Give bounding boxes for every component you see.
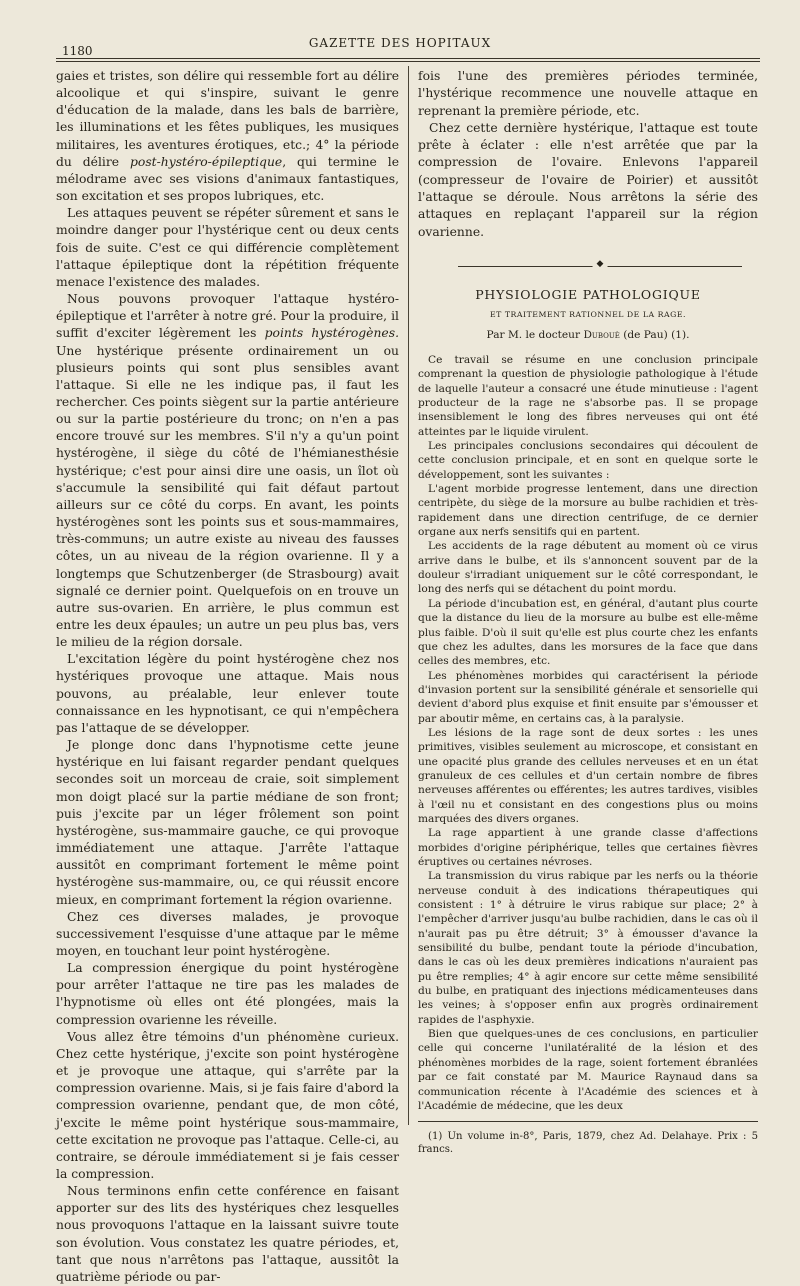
paragraph: La transmission du virus rabique par les nerfs ou la théorie nerveuse conduit à des indications thérapeutiques qui consistent : 1° à détruire le virus rabique sur place; 2° à l'empêcher d'arriver jusqu'au bulbe rachidien, dans le cas où il n'aurait pas pu être détruit; 3° à émousser d'avance la sensibilité du bulbe, pendant toute la période d'incubation, dans le cas où les deux premières indications n'auraient pas pu être remplies; 4° à agir encore sur cette même sensibilité du bulbe, en pratiquant des injections médicamenteuses dans les veines; à s'opposer enfin aux progrès ordinairement rapides de l'asphyxie. [418, 870, 758, 1026]
header-rule [56, 58, 760, 59]
left-column [56, 68, 399, 1286]
paragraph: Les lésions de la rage sont de deux sortes : les unes primitives, visibles seulement au microscope, et consistant en une opacité plus grande des cellules nerveuses et en un état granuleux de ces cellules et d'un certain nombre de fibres nerveuses afférentes ou efférentes; les autres tardives, visibles à l'œil nu et consistant en des congestions plus ou moins marquées des divers organes. [418, 726, 758, 825]
text-run: Les attaques peuvent se répéter sûrement et sans le moindre danger pour l'hystérique cent ou deux cents fois de suite. C'est ce qui différencie complètement l'attaque épileptique dont la répétition fréquente menace l'existence des malades. [56, 206, 399, 289]
paragraph: Les accidents de la rage débutent au moment où ce virus arrive dans le bulbe, et ils s'annoncent souvent par de la douleur s'irradiant uniquement sur le côté correspondant, le long des nerfs qui se détachent du point mordu. [418, 540, 758, 596]
paragraph: fois l'une des premières périodes terminée, l'hystérique recommence une nouvelle attaque en reprenant la première période, etc. [418, 69, 758, 118]
paragraph: Les phénomènes morbides qui caractérisent la période d'invasion portent sur la sensibilité générale et sensorielle qui devient d'abord plus exquise et finit ensuite par s'émousser et par aboutir même, en certains cas, à la paralysie. [418, 669, 758, 725]
paragraph: La période d'incubation est, en général, d'autant plus courte que la distance du lieu de la morsure au bulbe est elle-même plus faible. D'où il suit qu'elle est plus courte chez les enfants que chez les adultes, dans les morsures de la face que dans celles des membres, etc. [418, 597, 758, 668]
paragraph [56, 205, 399, 291]
paragraph: Chez cette dernière hystérique, l'attaque est toute prête à éclater : elle n'est arrêtée que par la compression de l'ovaire. Enlevons l'appareil (compresseur de l'ovaire de Poirier) et aussitôt l'attaque se déroule. Nous arrêtons la série des attaques en replaçant l'appareil sur la région ovarienne. [418, 120, 758, 239]
italic-term: points hystérogènes. [264, 326, 399, 341]
section-title: PHYSIOLOGIE PATHOLOGIQUE [475, 286, 701, 302]
paragraph [56, 1029, 399, 1183]
text-run: , qui termine le mélodrame avec ses visions d'animaux fantastiques, son excitation et ses propos lubriques, etc. [56, 154, 399, 204]
section-divider [458, 259, 742, 273]
paragraph: Ce travail se résume en une conclusion principale comprenant la question de physiologie pathologique à l'étude de laquelle l'auteur a consacré une étude minutieuse : l'agent producteur de la rage ne s'absorbe pas. Il se propage insensiblement le long des fibres nerveuses qui ont été atteintes par le liquide virulent. [418, 353, 758, 438]
paragraph [56, 1183, 399, 1286]
text-run: gaies et tristes, son délire qui ressemble fort au délire alcoolique et qui s'inspire, suivant le genre d'éducation de la malade, dans les bals de barrière, les illuminations et les fêtes publiques, les musiques militaires, les aventures érotiques, etc.; 4° la période du délire [56, 69, 399, 169]
section-body [418, 353, 758, 1113]
paragraph: Les principales conclusions secondaires qui découlent de cette conclusion principale, et en sont en quelque sorte le développement, sont les suivantes : [418, 440, 758, 481]
paragraph [56, 68, 399, 205]
author-name: Dubouè [583, 328, 620, 341]
header-rule-double [56, 61, 760, 62]
paragraph [56, 291, 399, 651]
text-run: La compression énergique du point hystérogène pour arrêter l'attaque ne tire pas les malades de l'hypnotisme où elles ont été plongées, mais la compression ovarienne les réveille. [56, 961, 399, 1027]
text-run: Nous terminons enfin cette conférence en faisant apporter sur des lits des hystériques chez lesquelles nous provoquons l'attaque en la laissant suivre toute son évolution. Vous constatez les quatre périodes, et, tant que nous n'arrêtons pas l'attaque, aussitôt la quatrième période ou par- [56, 1184, 399, 1284]
italic-term: post-hystéro-épileptique [130, 154, 283, 169]
paragraph [56, 651, 399, 737]
text-run: Chez ces diverses malades, je provoque successivement l'esquisse d'une attaque par le même moyen, en touchant leur point hystérogène. [56, 909, 399, 958]
section-subtitle: ET TRAITEMENT RATIONNEL DE LA RAGE. [489, 309, 687, 319]
text-run: Nous pouvons provoquer l'attaque hystéro-épileptique et l'arrêter à notre gré. Pour la produire, il suffit d'exciter légèrement les [56, 292, 399, 341]
text-run: Une hystérique présente ordinairement un ou plusieurs points qui sont plus sensibles avant l'attaque. Si elle ne les indique pas, il faut les rechercher. Ces points siègent sur la partie antérieure ou sur la partie postérieure du tronc; on n'en a pas encore trouvé sur les membres. S'il n'y a qu'un point hystérogène, il siège du côté de l'hémianesthésie hystérique; c'est pour ainsi dire une oasis, un îlot où s'accumule la sensibilité qui fait défaut partout ailleurs sur ce côté du corps. En avant, les points hystérogènes sont les points sus et sous-mammaires, très-communs; un autre existe au niveau des fausses côtes, un au niveau de la région ovarienne. Il y a longtemps que Schutzenberger (de Strasbourg) avait signalé ce dernier point. Quelquefois on en trouve un autre sus-ovarien. En arrière, le plus commun est entre les deux épaules; un autre un peu plus bas, vers le milieu de la région dorsale. [56, 343, 399, 650]
running-title: GAZETTE DES HOPITAUX [308, 36, 492, 50]
author-byline: Par M. le docteur Dubouè (de Pau) (1). [486, 328, 690, 341]
text-run: Vous allez être témoins d'un phénomène curieux. Chez cette hystérique, j'excite son point hystérogène et je provoque une attaque, qui s'arrête par la compression ovarienne. Mais, si je fais faire d'abord la compression ovarienne, pendant que, de mon côté, j'excite le même point hystérique sous-mammaire, cette excitation ne provoque pas l'attaque. Celle-ci, au contraire, se déroule immédiatement si je fais cesser la compression. [56, 1029, 399, 1181]
paragraph [56, 737, 399, 909]
paragraph: Bien que quelques-unes de ces conclusions, en particulier celle qui concerne l'unilatéralité de la lésion et des phénomènes morbides de la rage, soient fortement ébranlées par ce fait constaté par M. Maurice Raynaud dans sa communication récente à l'Académie des sciences et à l'Académie de médecine, que les deux [418, 1028, 758, 1112]
footnote-rule [418, 1121, 758, 1122]
text-run: L'excitation légère du point hystérogène chez nos hystériques provoque une attaque. Mais nous pouvons, au préalable, leur enlever toute connaissance en les hypnotisant, ce qui n'empêchera pas l'attaque de se développer. [56, 652, 399, 735]
paragraph [56, 909, 399, 960]
paragraph: La rage appartient à une grande classe d'affections morbides d'origine périphérique, telles que certaines fièvres éruptives ou certaines névroses. [418, 827, 758, 868]
paragraph: L'agent morbide progresse lentement, dans une direction centripète, du siège de la morsure au bulbe rachidien et très-rapidement dans une direction centrifuge, de ce dernier organe aux nerfs sensitifs qui en partent. [418, 483, 758, 539]
text-run: Je plonge donc dans l'hypnotisme cette jeune hystérique en lui faisant regarder pendant quelques secondes soit un morceau de craie, soit simplement mon doigt placé sur la partie médiane de son front; puis j'excite par un léger frôlement son point hystérogène, sus-mammaire gauche, ce qui provoque immédiatement une attaque. J'arrête l'attaque aussitôt en comprimant fortement le même point hystérogène sus-mammaire, ou, ce qui réussit encore mieux, en comprimant fortement la région ovarienne. [56, 738, 399, 907]
column-divider [408, 66, 409, 1125]
page-number: 1180 [62, 44, 93, 58]
footnote: (1) Un volume in-8°, Paris, 1879, chez Ad. Delahaye. Prix : 5 francs. [418, 1131, 758, 1156]
right-column [418, 68, 758, 1156]
diamond-ornament-icon: ◆ [593, 259, 608, 269]
right-top-text [418, 68, 758, 241]
paragraph [56, 960, 399, 1029]
